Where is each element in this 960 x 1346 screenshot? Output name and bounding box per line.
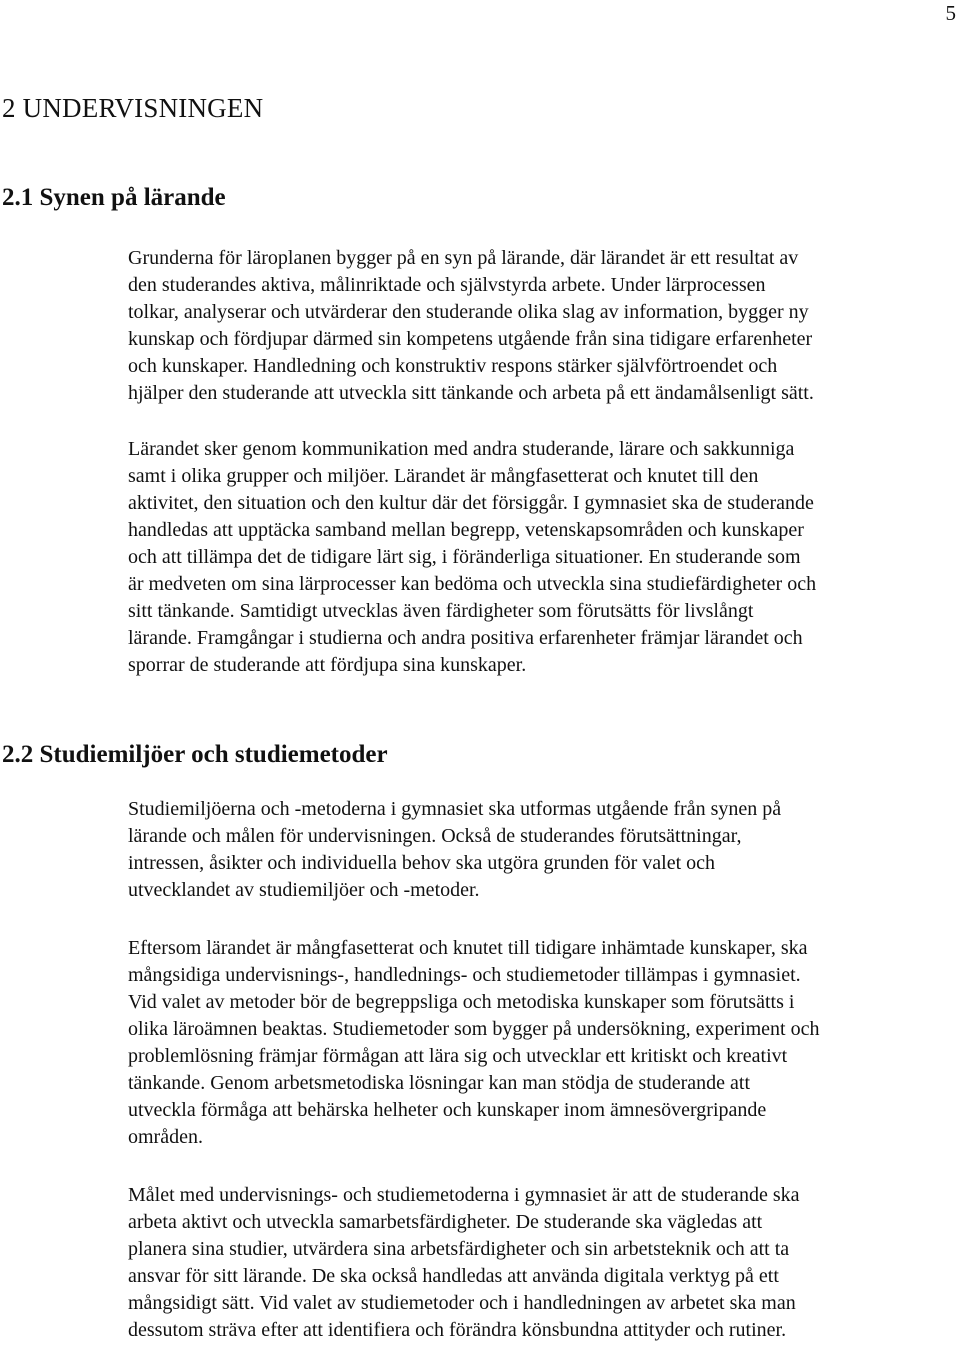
paragraph bbox=[128, 796, 781, 904]
chapter-title: 2 UNDERVISNINGEN bbox=[2, 93, 264, 123]
paragraph-line: Lärandet sker genom kommunikation med andra studerande, lärare och sakkunniga bbox=[128, 438, 795, 460]
paragraph-line: sporrar de studerande att fördjupa sina kunskaper. bbox=[128, 654, 527, 676]
paragraph-line: handledas att upptäcka samband mellan begrepp, vetenskapsområden och kunskaper bbox=[128, 519, 804, 541]
paragraph-line: sitt tänkande. Samtidigt utvecklas även färdigheter som förutsätts för livslångt bbox=[128, 600, 754, 622]
paragraph-line: planera sina studier, utvärdera sina arbetsfärdigheter och sin arbetsteknik och att ta bbox=[128, 1238, 790, 1260]
paragraph-line: dessutom sträva efter att identifiera och förändra könsbundna attityder och rutiner. bbox=[128, 1319, 787, 1341]
paragraph-line: och att tillämpa det de tidigare lärt sig, i föränderliga situationer. En studerande som bbox=[128, 546, 801, 568]
paragraph-line: Studiemiljöerna och -metoderna i gymnasiet ska utformas utgående från synen på bbox=[128, 798, 782, 820]
paragraph-line: Eftersom lärandet är mångfasetterat och knutet till tidigare inhämtade kunskaper, ska bbox=[128, 937, 808, 959]
paragraph-line: områden. bbox=[128, 1126, 203, 1148]
paragraph-line: intressen, åsikter och individuella behov ska utgöra grunden för valet och bbox=[128, 852, 716, 874]
paragraph-line: Grunderna för läroplanen bygger på en syn på lärande, där lärandet är ett resultat av bbox=[128, 247, 799, 269]
page-number: 5 bbox=[945, 1, 956, 25]
paragraph-line: hjälper den studerande att utveckla sitt tänkande och arbeta på ett ändamålsenligt sätt. bbox=[128, 382, 814, 404]
paragraph-line: problemlösning främjar förmågan att lära sig och utvecklar ett kritiskt och kreativt bbox=[128, 1045, 788, 1067]
paragraph-line: samt i olika grupper och miljöer. Lärandet är mångfasetterat och knutet till den bbox=[128, 465, 759, 487]
paragraph-line: den studerandes aktiva, målinriktade och självstyrda arbete. Under lärprocessen bbox=[128, 274, 766, 296]
paragraph-line: lärande. Framgångar i studierna och andra positiva erfarenheter främjar lärandet och bbox=[128, 627, 803, 649]
paragraph-line: arbeta aktivt och utveckla samarbetsfärdigheter. De studerande ska vägledas att bbox=[128, 1211, 763, 1233]
paragraph-line: mångsidiga undervisnings-, handlednings- och studiemetoder tillämpas i gymnasiet. bbox=[128, 964, 801, 986]
paragraph-line: ansvar för sitt lärande. De ska också handledas att använda digitala verktyg på ett bbox=[128, 1265, 779, 1287]
paragraph bbox=[128, 1182, 799, 1344]
section-title-studiemiljoer-och-studiemetoder: 2.2 Studiemiljöer och studiemetoder bbox=[2, 741, 388, 768]
paragraph bbox=[128, 245, 814, 407]
paragraph-line: utveckla förmåga att behärska helheter och kunskaper inom ämnesövergripande bbox=[128, 1099, 767, 1121]
paragraph-line: utvecklandet av studiemiljöer och -metoder. bbox=[128, 879, 480, 901]
paragraph bbox=[128, 935, 819, 1151]
paragraph-line: mångsidigt sätt. Vid valet av studiemetoder och i handledningen av arbetet ska man bbox=[128, 1292, 796, 1314]
paragraph-line: tolkar, analyserar och utvärderar den studerande olika slag av information, bygger ny bbox=[128, 301, 809, 323]
section-title-synen-pa-larande: 2.1 Synen på lärande bbox=[2, 184, 226, 211]
paragraph-line: olika läroämnen beaktas. Studiemetoder som bygger på undersökning, experiment och bbox=[128, 1018, 820, 1040]
paragraph-line: aktivitet, den situation och den kultur där det försiggår. I gymnasiet ska de studerande bbox=[128, 492, 814, 514]
paragraph-line: kunskap och fördjupar därmed sin kompetens utgående från sina tidigare erfarenheter bbox=[128, 328, 813, 350]
paragraph-line: Målet med undervisnings- och studiemetoderna i gymnasiet är att de studerande ska bbox=[128, 1184, 800, 1206]
paragraph-line: lärande och målen för undervisningen. Också de studerandes förutsättningar, bbox=[128, 825, 742, 847]
paragraph-line: Vid valet av metoder bör de begreppsliga och metodiska kunskaper som förutsätts i bbox=[128, 991, 795, 1013]
paragraph-line: tänkande. Genom arbetsmetodiska lösningar kan man stödja de studerande att bbox=[128, 1072, 751, 1094]
paragraph-line: och kunskaper. Handledning och konstruktiv respons stärker självförtroendet och bbox=[128, 355, 778, 377]
paragraph-line: är medveten om sina lärprocesser kan bedöma och utveckla sina studiefärdigheter och bbox=[128, 573, 817, 595]
paragraph bbox=[128, 436, 816, 679]
